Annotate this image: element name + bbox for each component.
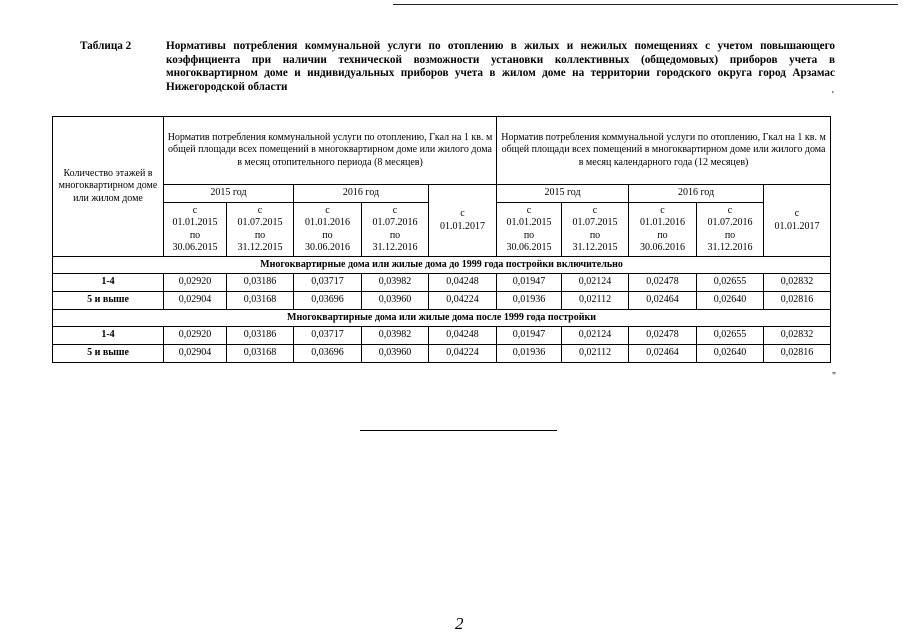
table-row — [53, 327, 831, 345]
table-cell: 0,02920 — [164, 327, 227, 345]
section-title: Многоквартирные дома или жилые дома до 1999 года постройки включительно — [53, 257, 831, 274]
table-cell: 0,03960 — [362, 345, 429, 363]
row-label: 5 и выше — [53, 292, 164, 310]
year-header: 2016 год — [294, 185, 429, 203]
table-row — [53, 274, 831, 292]
table-caption — [80, 40, 835, 95]
period-header: с 01.01.2015 по 30.06.2015 — [164, 203, 227, 257]
table-cell: 0,02904 — [164, 345, 227, 363]
year-header: 2015 год — [164, 185, 294, 203]
margin-tick-mark: ' — [832, 90, 834, 101]
row-label: 1-4 — [53, 274, 164, 292]
table-row — [53, 292, 831, 310]
row-label: 5 и выше — [53, 345, 164, 363]
caption-text: Нормативы потребления коммунальной услуги по отоплению в жилых и нежилых помещениях с учетом повышающего коэффициента при наличии технической возможности установки коллективных (общедомовых) приборов учета в многоквартирном доме и индивидуальных приборов учета в жилом доме на территории городского округа город Арзамас Нижегородской области — [166, 40, 835, 93]
period-header: с 01.01.2015 по 30.06.2015 — [497, 203, 562, 257]
table-cell: 0,02124 — [562, 274, 629, 292]
year-header: 2015 год — [497, 185, 629, 203]
period-header: с 01.01.2016 по 30.06.2016 — [294, 203, 362, 257]
table-cell: 0,02478 — [629, 327, 697, 345]
table-cell: 0,04224 — [429, 292, 497, 310]
table-cell: 0,03982 — [362, 274, 429, 292]
table-cell: 0,03717 — [294, 327, 362, 345]
table-cell: 0,02464 — [629, 292, 697, 310]
table-cell: 0,03186 — [227, 274, 294, 292]
period-header: с 01.07.2016 по 31.12.2016 — [362, 203, 429, 257]
table-cell: 0,02904 — [164, 292, 227, 310]
table-cell: 0,02655 — [697, 327, 764, 345]
row-label: 1-4 — [53, 327, 164, 345]
table-cell: 0,02112 — [562, 292, 629, 310]
section-title: Многоквартирные дома или жилые дома после 1999 года постройки — [53, 310, 831, 327]
table-cell: 0,03168 — [227, 292, 294, 310]
period-header: с 01.07.2015 по 31.12.2015 — [562, 203, 629, 257]
period-header: с 01.07.2016 по 31.12.2016 — [697, 203, 764, 257]
table-cell: 0,03186 — [227, 327, 294, 345]
table-cell: 0,02640 — [697, 292, 764, 310]
table-cell: 0,02464 — [629, 345, 697, 363]
table-cell: 0,01947 — [497, 327, 562, 345]
group-header-8-months: Норматив потребления коммунальной услуги по отоплению, Гкал на 1 кв. м общей площади всех помещений в многоквартирном доме или жилого дома в месяц отопительного периода (8 месяцев) — [164, 117, 497, 185]
table-cell: 0,03960 — [362, 292, 429, 310]
group-header-12-months: Норматив потребления коммунальной услуги по отоплению, Гкал на 1 кв. м общей площади всех помещений в многоквартирном доме или жилого дома в месяц календарного года (12 месяцев) — [497, 117, 831, 185]
table-cell: 0,03168 — [227, 345, 294, 363]
table-cell: 0,02816 — [764, 345, 831, 363]
row-header-floors: Количество этажей в многоквартирном доме или жилом доме — [53, 117, 164, 257]
norms-table — [52, 116, 831, 363]
period-header-2017: с 01.01.2017 — [429, 185, 497, 257]
table-cell: 0,02112 — [562, 345, 629, 363]
end-rule — [360, 430, 557, 431]
table-cell: 0,03696 — [294, 345, 362, 363]
period-header: с 01.07.2015 по 31.12.2015 — [227, 203, 294, 257]
table-cell: 0,01936 — [497, 292, 562, 310]
period-header: с 01.01.2016 по 30.06.2016 — [629, 203, 697, 257]
table-cell: 0,02124 — [562, 327, 629, 345]
page-number: 2 — [455, 614, 464, 633]
table-cell: 0,03717 — [294, 274, 362, 292]
table-cell: 0,02478 — [629, 274, 697, 292]
table-cell: 0,02920 — [164, 274, 227, 292]
table-cell: 0,02640 — [697, 345, 764, 363]
table-cell: 0,02832 — [764, 327, 831, 345]
table-cell: 0,02655 — [697, 274, 764, 292]
table-cell: 0,03696 — [294, 292, 362, 310]
year-header: 2016 год — [629, 185, 764, 203]
top-rule — [393, 4, 898, 5]
table-cell: 0,01936 — [497, 345, 562, 363]
closing-quote-mark: " — [832, 371, 837, 382]
table-cell: 0,04224 — [429, 345, 497, 363]
table-cell: 0,02816 — [764, 292, 831, 310]
table-row — [53, 345, 831, 363]
table-cell: 0,01947 — [497, 274, 562, 292]
table-cell: 0,02832 — [764, 274, 831, 292]
table-cell: 0,03982 — [362, 327, 429, 345]
table-cell: 0,04248 — [429, 274, 497, 292]
period-header-2017: с 01.01.2017 — [764, 185, 831, 257]
caption-label: Таблица 2 — [80, 40, 132, 52]
table-cell: 0,04248 — [429, 327, 497, 345]
